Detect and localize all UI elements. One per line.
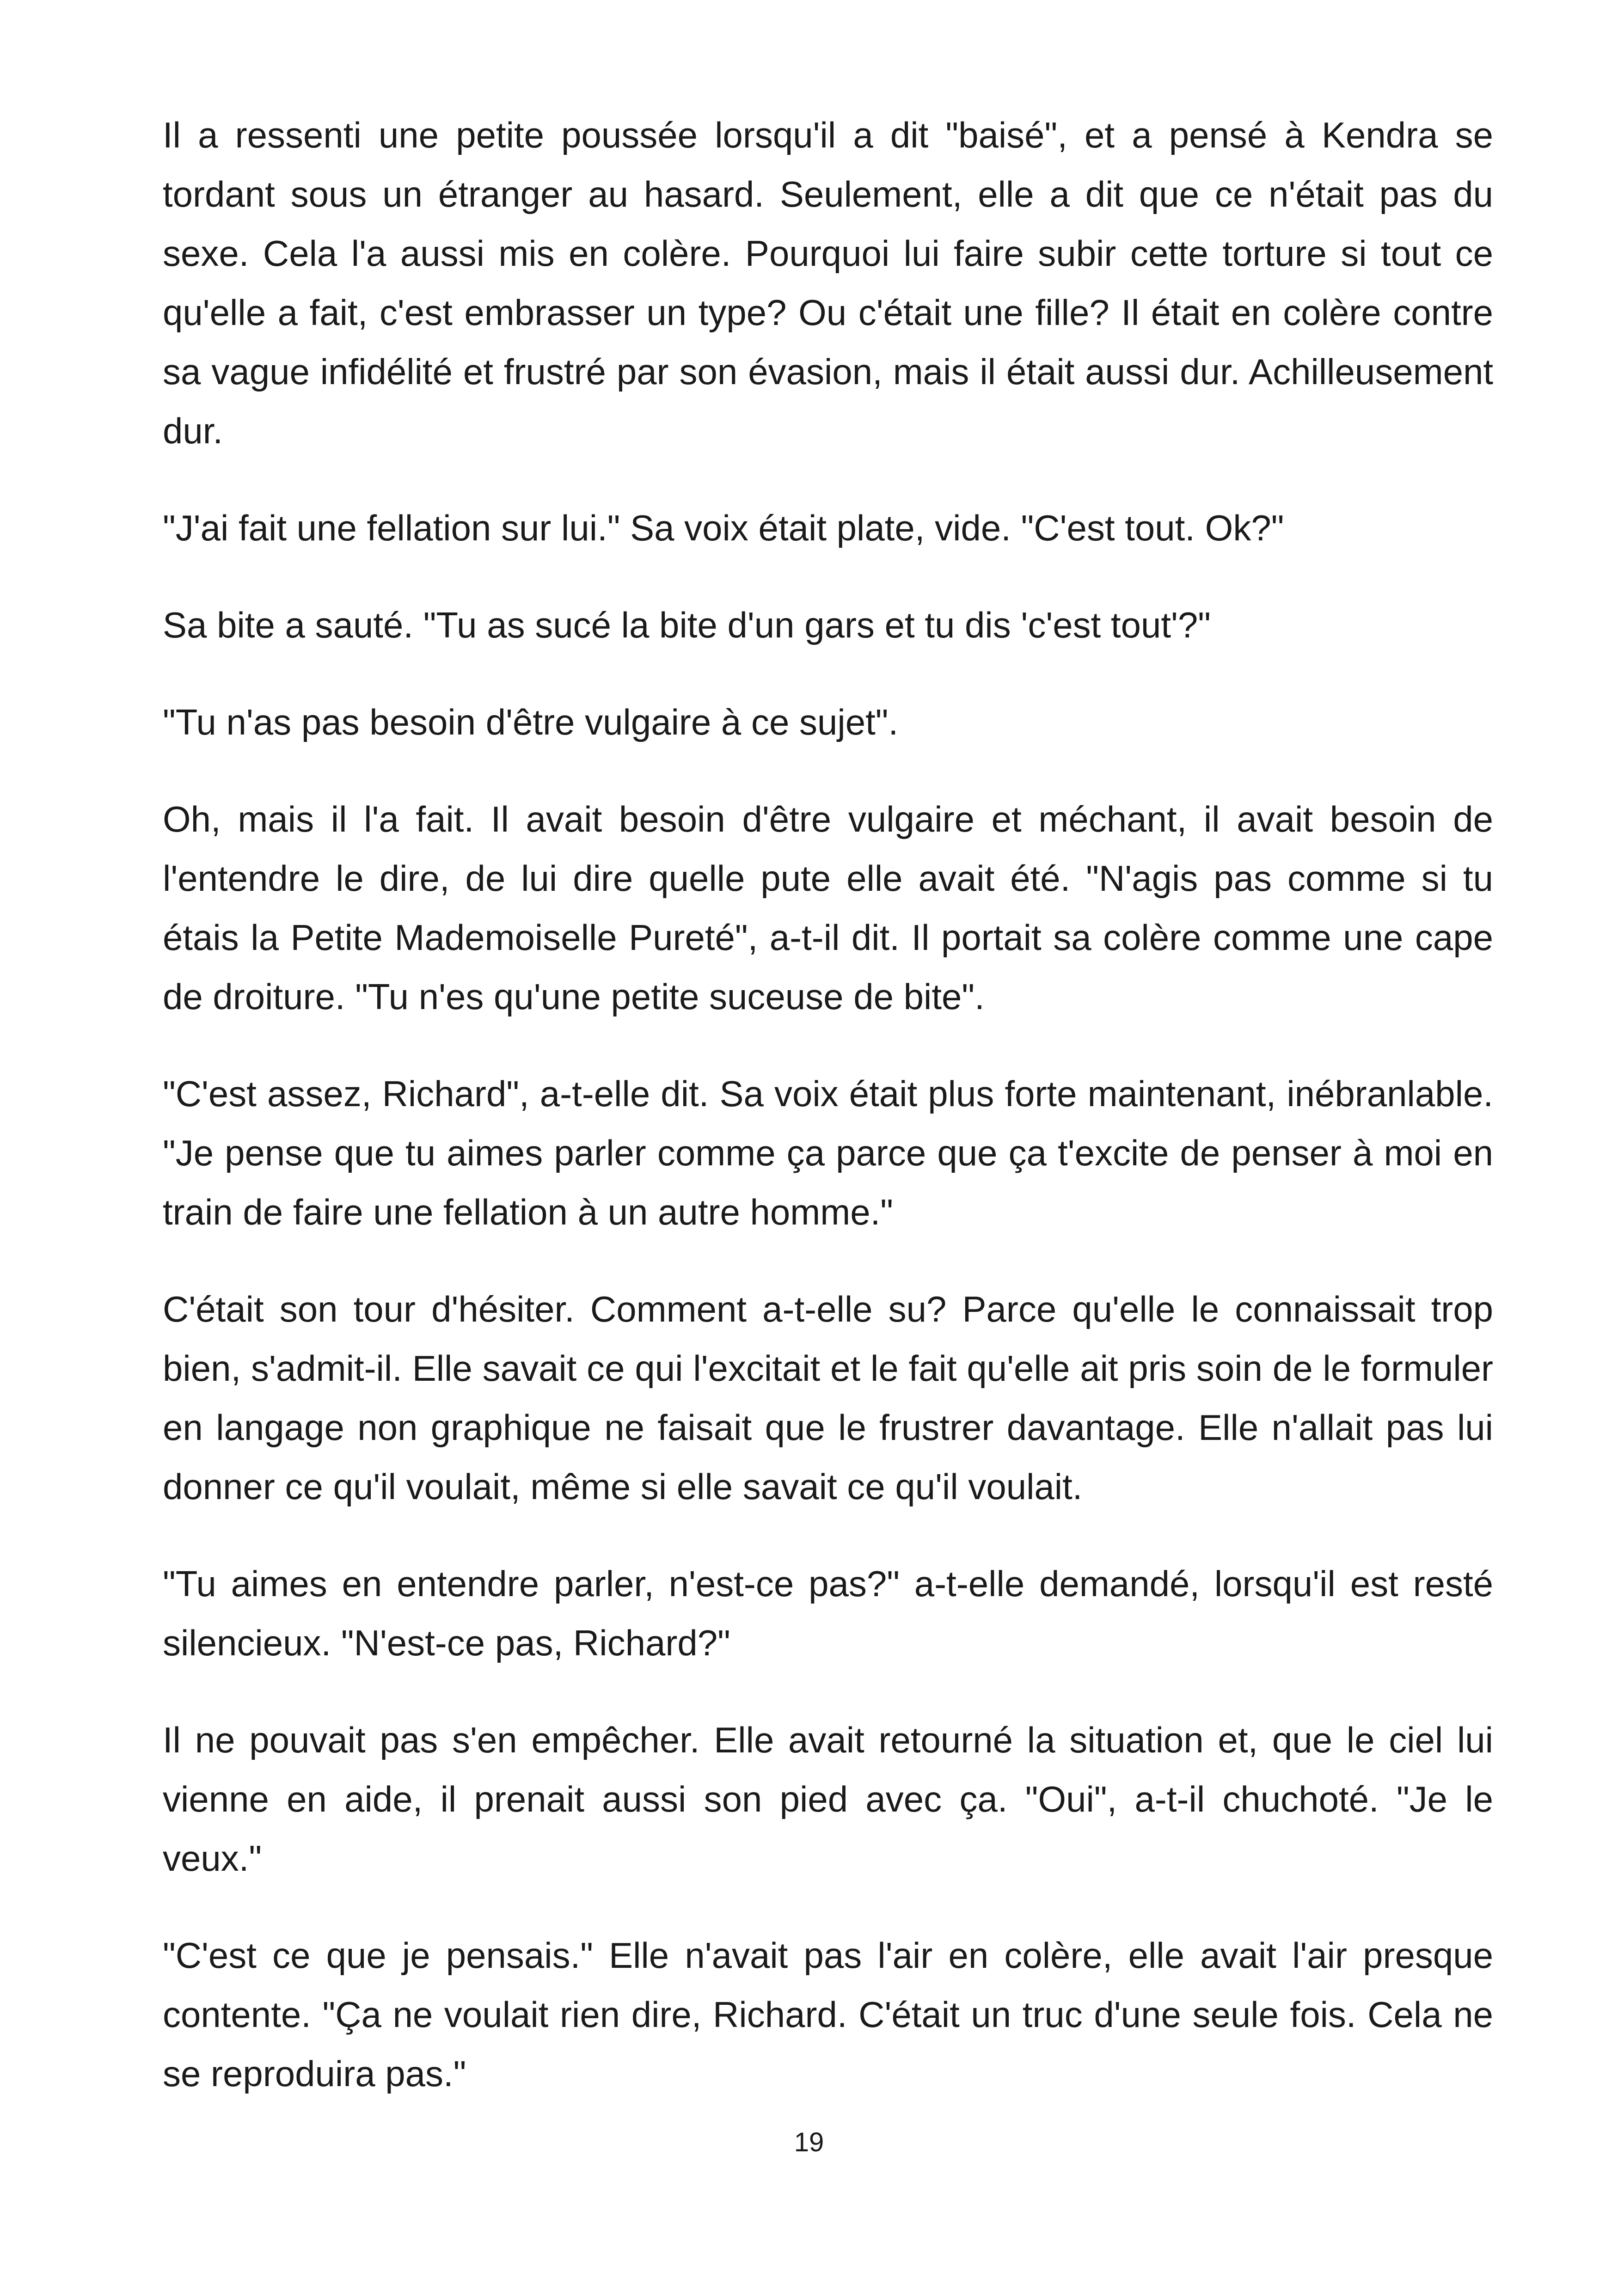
paragraph-2: "J'ai fait une fellation sur lui." Sa voix était plate, vide. "C'est tout. Ok?" xyxy=(163,508,1284,548)
page-number: 19 xyxy=(794,2127,824,2157)
paragraph-9: Il ne pouvait pas s'en empêcher. Elle avait retourné la situation et, que le ciel lui vienne en aide, il prenait aussi son pied avec ça. "Oui", a-t-il chuchoté. "Je le veux." xyxy=(163,1720,1493,1879)
paragraph-6: "C'est assez, Richard", a-t-elle dit. Sa voix était plus forte maintenant, inébranlable. "Je pense que tu aimes parler comme ça parce que ça t'excite de penser à moi en train de faire une fellation à un autre homme." xyxy=(163,1073,1493,1232)
paragraph-8: "Tu aimes en entendre parler, n'est-ce pas?" a-t-elle demandé, lorsqu'il est resté silencieux. "N'est-ce pas, Richard?" xyxy=(163,1563,1493,1663)
paragraph-10: "C'est ce que je pensais." Elle n'avait pas l'air en colère, elle avait l'air presque contente. "Ça ne voulait rien dire, Richard. C'était un truc d'une seule fois. Cela ne se reproduira pas." xyxy=(163,1935,1493,2094)
paragraph-1: Il a ressenti une petite poussée lorsqu'il a dit "baisé", et a pensé à Kendra se tordant sous un étranger au hasard. Seulement, elle a dit que ce n'était pas du sexe. Cela l'a aussi mis en colère. Pourquoi lui faire subir cette torture si tout ce qu'elle a fait, c'est embrasser un type? Ou c'était une fille? Il était en colère contre sa vague infidélité et frustré par son évasion, mais il était aussi dur. Achilleusement dur. xyxy=(163,115,1493,451)
paragraph-7: C'était son tour d'hésiter. Comment a-t-elle su? Parce qu'elle le connaissait trop bien, s'admit-il. Elle savait ce qui l'excitait et le fait qu'elle ait pris soin de le formuler en langage non graphique ne faisait que le frustrer davantage. Elle n'allait pas lui donner ce qu'il voulait, même si elle savait ce qu'il voulait. xyxy=(163,1289,1493,1507)
paragraph-3: Sa bite a sauté. "Tu as sucé la bite d'un gars et tu dis 'c'est tout'?" xyxy=(163,605,1211,645)
paragraph-5: Oh, mais il l'a fait. Il avait besoin d'être vulgaire et méchant, il avait besoin de l'entendre le dire, de lui dire quelle pute elle avait été. "N'agis pas comme si tu étais la Petite Mademoiselle Pureté", a-t-il dit. Il portait sa colère comme une cape de droiture. "Tu n'es qu'une petite suceuse de bite". xyxy=(163,799,1493,1017)
paragraph-4: "Tu n'as pas besoin d'être vulgaire à ce sujet". xyxy=(163,702,899,742)
body-text xyxy=(163,105,1493,2141)
